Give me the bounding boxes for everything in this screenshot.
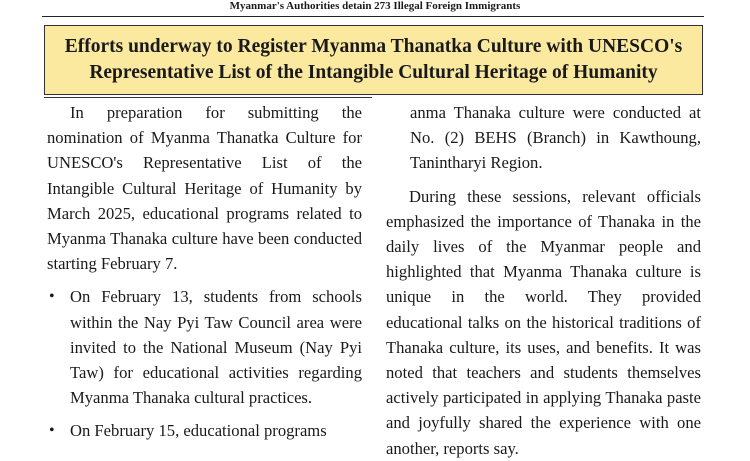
headline (65, 34, 683, 86)
top-divider (42, 16, 704, 17)
headline-line-1: Efforts underway to Register Myanma Thanatka Culture with UNESCO's (64, 36, 683, 57)
bullet-text: On February 13, students from schools within the Nay Pyi Taw Council area were invited to the National Museum (Nay Pyi Taw) for educational activities regarding Myanma Thanaka cultural practices. (70, 287, 362, 408)
right-column (386, 100, 701, 461)
column-divider-rule (44, 97, 372, 98)
bullet-list (47, 284, 362, 443)
intro-paragraph: In preparation for submitting the nomination of Myanma Thanatka Culture for UNESCO's Representative List of the Intangible Cultural Heritage of Humanity by March 2025, educational programs related to Myanma Thanaka culture have been conducted starting February 7. (47, 103, 362, 274)
bullet-icon: • (49, 288, 55, 306)
bullet-text: On February 15, educational programs (70, 421, 327, 441)
headline-box (44, 25, 703, 95)
left-column (47, 100, 362, 452)
bullet-item-1 (47, 284, 362, 410)
bullet-item-2 (47, 418, 362, 443)
body-paragraph: During these sessions, relevant officials emphasized the importance of Thanaka in the daily lives of the Myanmar people and highlighted that Myanma Thanaka culture is unique in the world. They provided educational talks on the historical traditions of Thanaka culture, its uses, and benefits. It was noted that teachers and students themselves actively participated in applying Thanaka paste and joyfully shared the experience with one another, reports say. (386, 186, 701, 458)
bullet-icon: • (49, 422, 55, 440)
headline-line-2: Representative List of the Intangible Cultural Heritage of Humanity (89, 62, 658, 83)
continued-bullet-text: anma Thanaka culture were conducted at No. (2) BEHS (Branch) in Kawthoung, Tanintharyi Region. (410, 103, 701, 173)
previous-article-title: Myanmar's Authorities detain 273 Illegal Foreign Immigrants (229, 0, 521, 12)
